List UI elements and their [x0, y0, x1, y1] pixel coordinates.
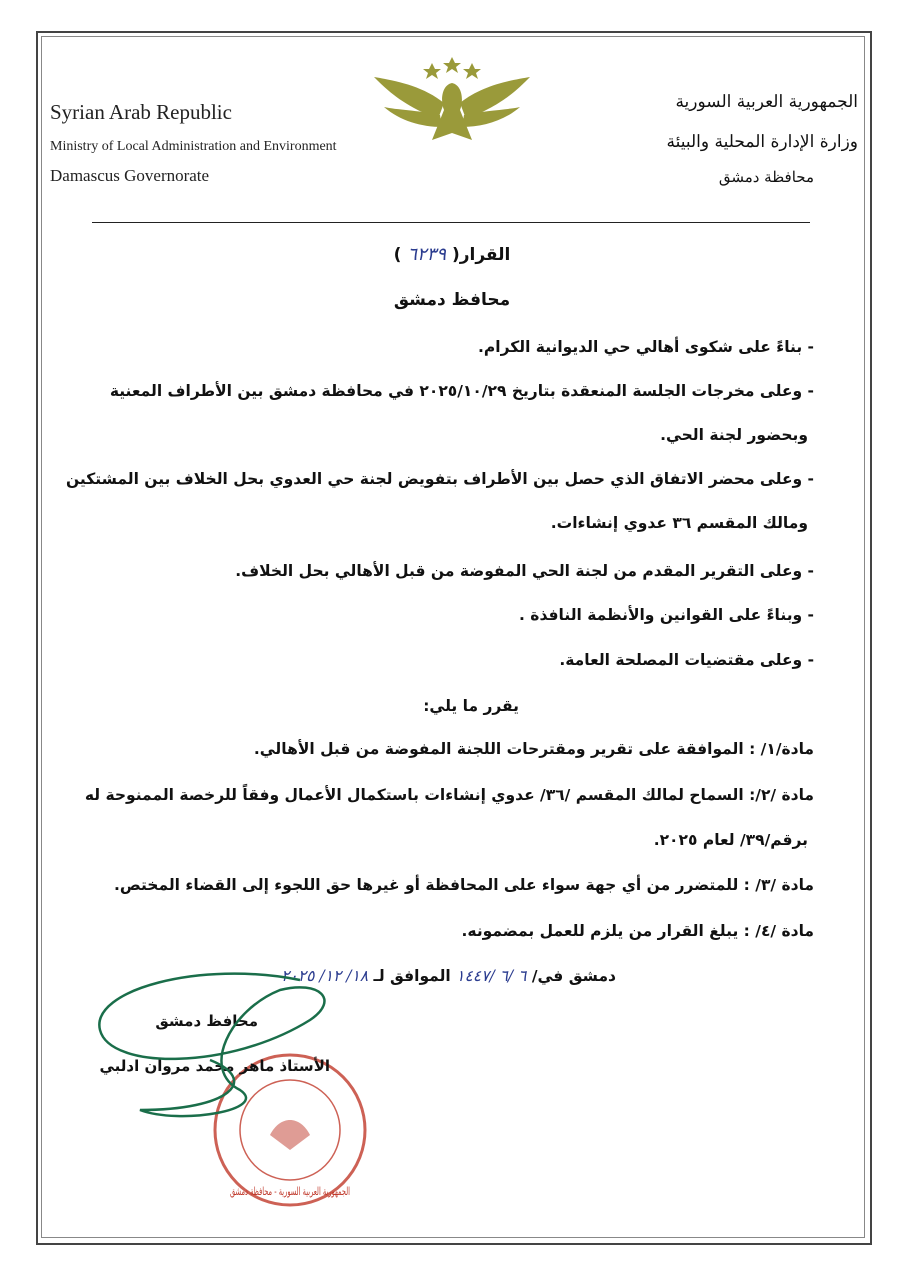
decision-close: ) — [393, 245, 402, 265]
article-line: مادة/١/ : الموافقة على تقرير ومقترحات اللجنة المفوضة من قبل الأهالي. — [253, 740, 814, 758]
preamble-line: - وعلى مقتضيات المصلحة العامة. — [559, 651, 814, 669]
article-line: مادة /٤/ : يبلغ القرار من يلزم للعمل بمضمونه. — [461, 922, 814, 940]
header-ar-title: الجمهورية العربية السورية — [675, 92, 858, 112]
date-hijri: ٦ /٦ /١٤٤٧ — [456, 967, 527, 985]
date-prefix: دمشق في/ — [531, 967, 616, 985]
article-line: مادة /٣/ : للمتضرر من أي جهة سواء على المحافظة أو غيرها حق اللجوء إلى القضاء المختص. — [113, 876, 814, 894]
signature-name: الأستاذ ماهر محمد مروان ادلبي — [99, 1057, 330, 1075]
header-divider — [92, 222, 810, 223]
date-gregorian: ١٨/ ١٢/ ٢٠٢٥ — [281, 967, 369, 985]
preamble-line: وبحضور لجنة الحي. — [660, 426, 808, 444]
preamble-line: - وبناءً على القوانين والأنظمة النافذة . — [519, 606, 814, 624]
header-en-ministry: Ministry of Local Administration and Environment — [50, 139, 337, 154]
header-ar-ministry: وزارة الإدارة المحلية والبيئة — [666, 132, 858, 152]
header-en-title: Syrian Arab Republic — [50, 100, 232, 124]
header-en-governorate: Damascus Governorate — [50, 166, 210, 185]
signature-title: محافظ دمشق — [155, 1012, 258, 1030]
eagle-emblem-icon — [372, 55, 532, 155]
decision-issuer: محافظ دمشق — [393, 290, 511, 310]
decides-heading: يقرر ما يلي: — [423, 697, 519, 715]
handwritten-signature-icon — [80, 960, 440, 1140]
preamble-line: - وعلى مخرجات الجلسة المنعقدة بتاريخ ٢٠٢٥/١٠/٢٩ في محافظة دمشق بين الأطراف المعنية — [109, 382, 814, 400]
decision-number: ٦٢٣٩ — [407, 244, 447, 265]
header-ar-governorate: محافظة دمشق — [718, 168, 814, 186]
date-middle: الموافق لـ — [373, 967, 451, 985]
article-line: مادة /٢/: السماح لمالك المقسم /٣٦/ عدوي إنشاءات باستكمال الأعمال وفقاً للرخصة الممنوحة له — [84, 786, 814, 804]
decision-label: القرار( — [451, 245, 511, 265]
stamp-text: الجمهورية العربية السورية - محافظة دمشق — [230, 1185, 429, 1198]
preamble-line: - وعلى محضر الاتفاق الذي حصل بين الأطراف بتفويض لجنة حي العدوي بحل الخلاف بين المشتكين — [65, 470, 814, 488]
preamble-line: - بناءً على شكوى أهالي حي الديوانية الكرام. — [478, 338, 814, 356]
preamble-line: - وعلى التقرير المقدم من لجنة الحي المفوضة من قبل الأهالي بحل الخلاف. — [235, 562, 814, 580]
article-line: برقم/٣٩/ لعام ٢٠٢٥. — [653, 831, 808, 849]
decision-title — [0, 244, 904, 265]
preamble-line: ومالك المقسم ٣٦ عدوي إنشاءات. — [550, 514, 808, 532]
